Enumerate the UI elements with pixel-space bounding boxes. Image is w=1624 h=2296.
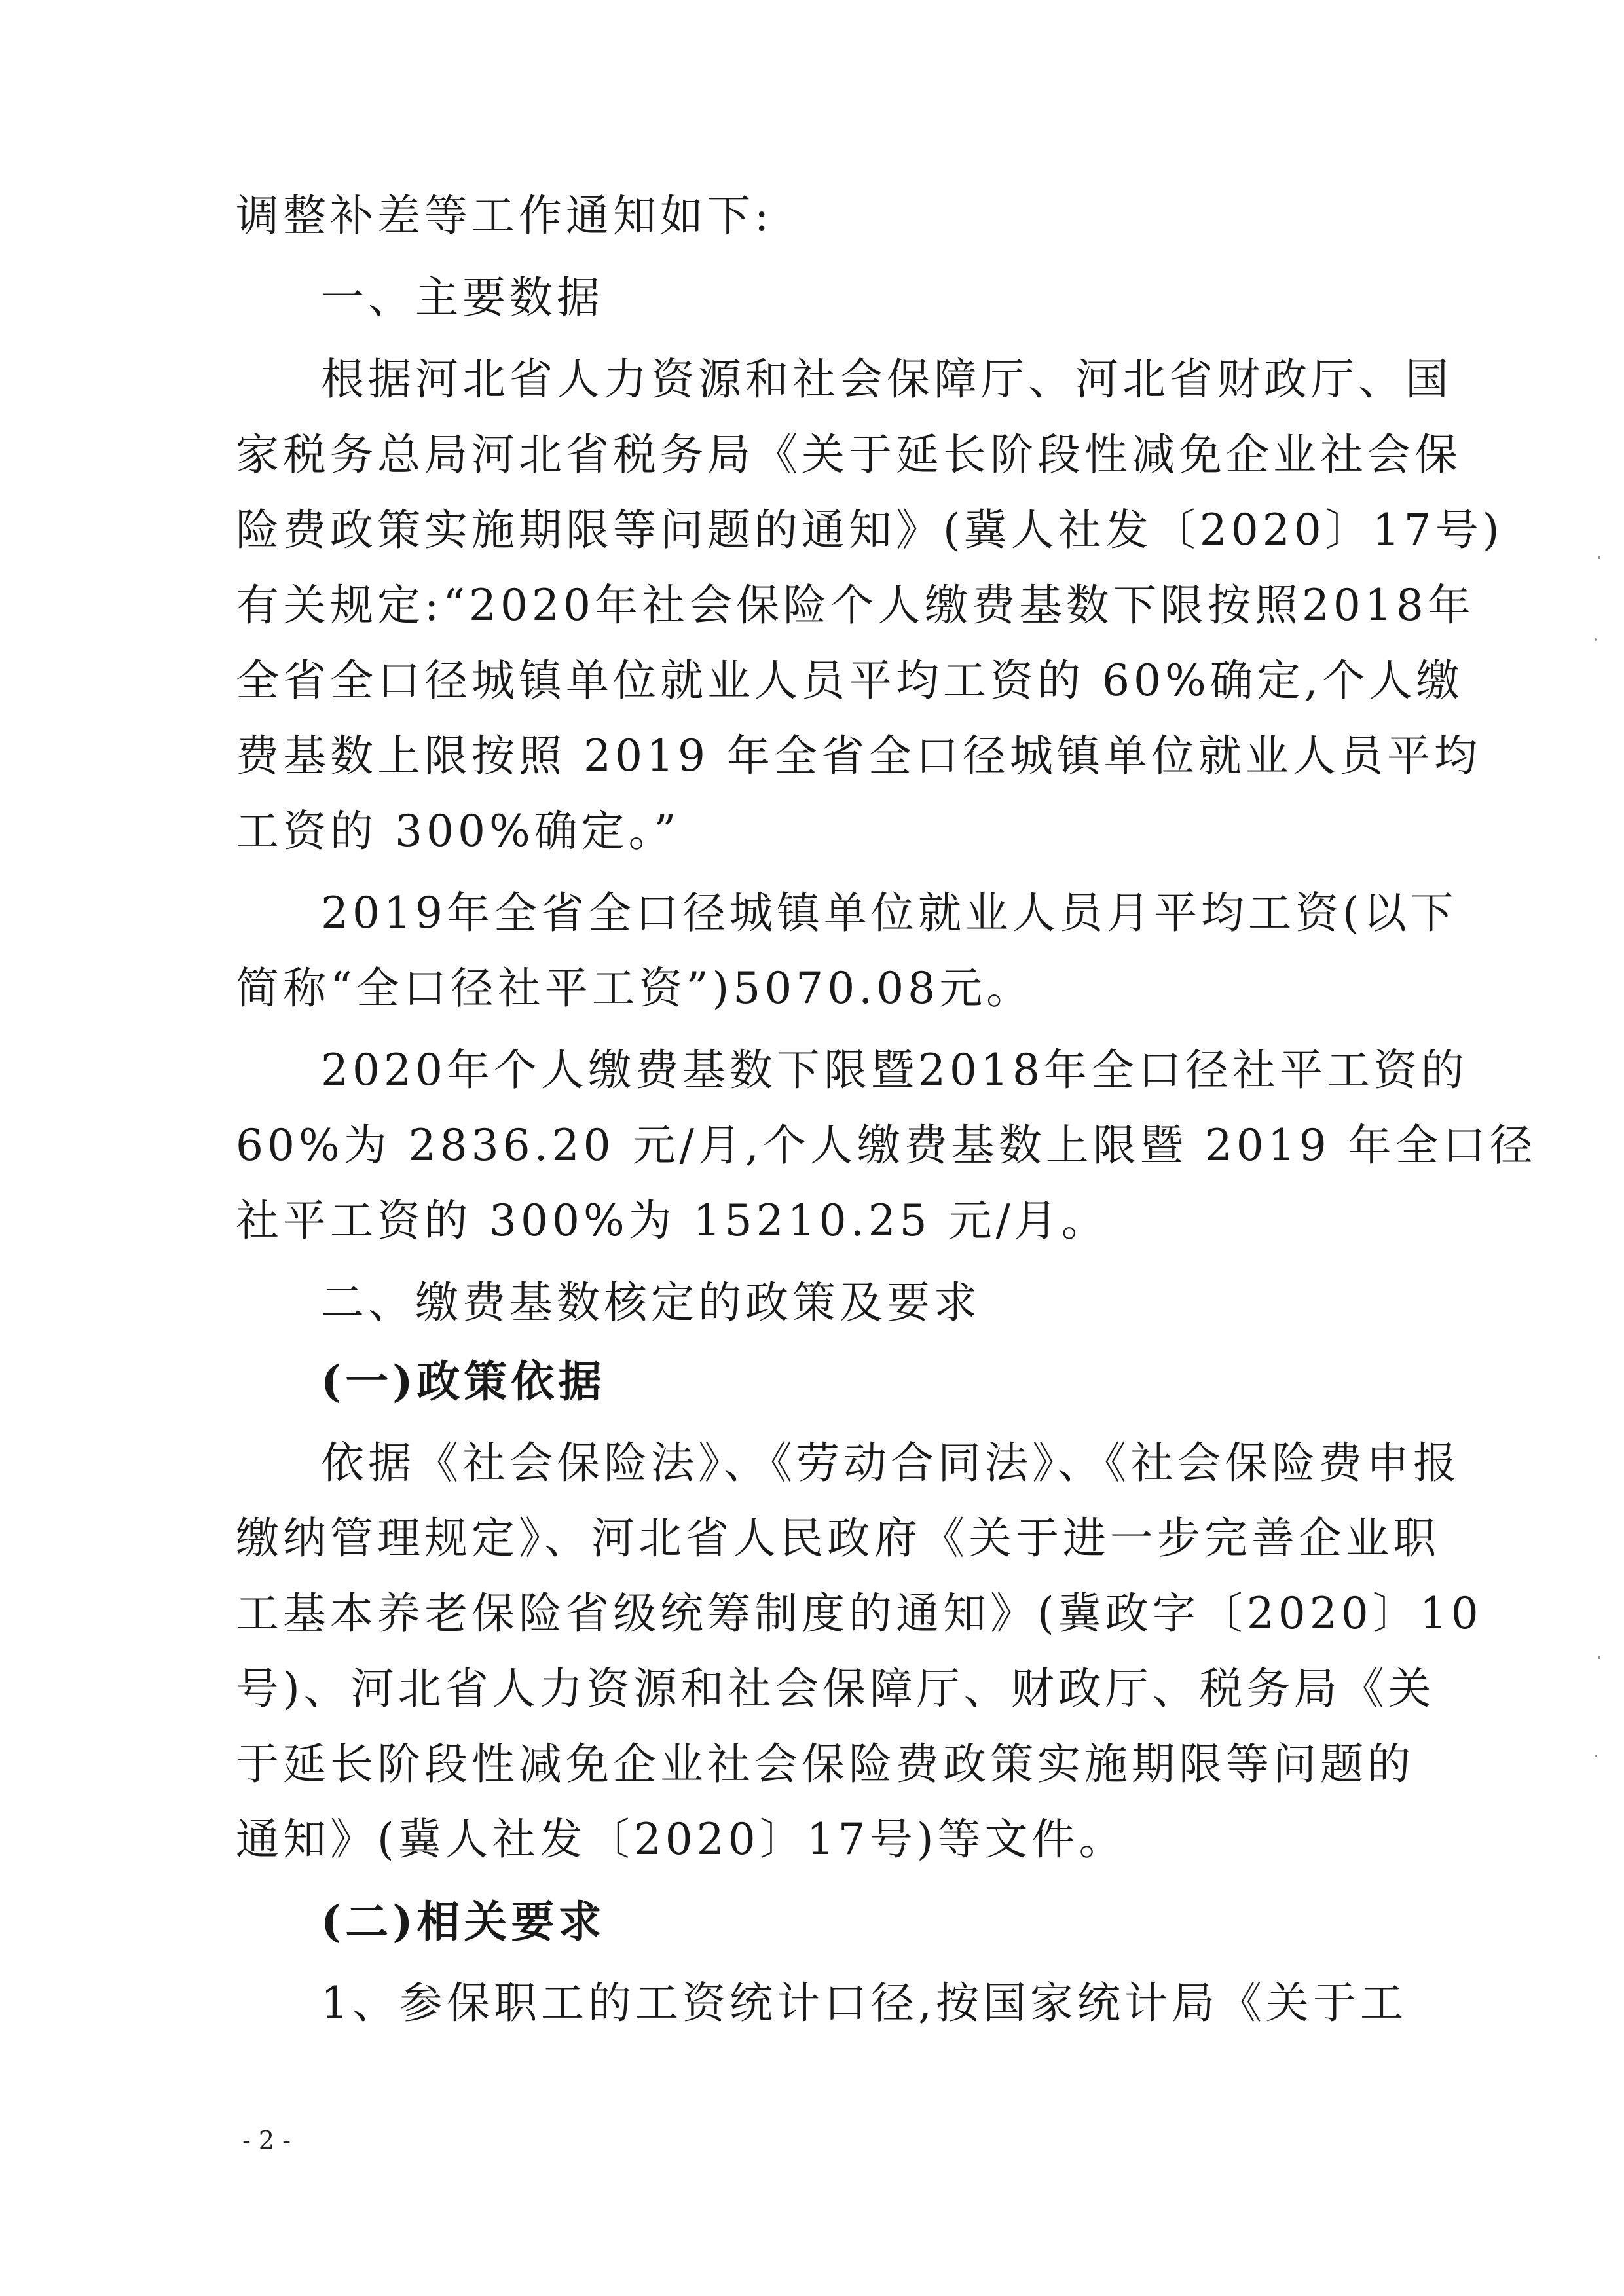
body-text-line: 1、参保职工的工资统计口径,按国家统计局《关于工 <box>321 1978 1407 2028</box>
scan-speck <box>1598 1656 1600 1659</box>
body-text-line: 有关规定:“2020年社会保险个人缴费基数下限按照2018年 <box>236 580 1475 630</box>
scan-speck <box>1595 638 1597 641</box>
body-text-line: 费基数上限按照 2019 年全省全口径城镇单位就业人员平均 <box>236 731 1481 781</box>
body-text-line: 社平工资的 300%为 15210.25 元/月。 <box>236 1195 1109 1246</box>
body-text-line: 全省全口径城镇单位就业人员平均工资的 60%确定,个人缴 <box>236 655 1464 706</box>
section-heading-policy: 二、缴费基数核定的政策及要求 <box>321 1277 981 1328</box>
body-text-line: 缴纳管理规定》、河北省人民政府《关于进一步完善企业职 <box>236 1513 1440 1563</box>
subsection-heading-requirements: (二)相关要求 <box>321 1896 606 1947</box>
body-text-line: 家税务总局河北省税务局《关于延长阶段性减免企业社会保 <box>236 429 1462 480</box>
body-text-line: 2020年个人缴费基数下限暨2018年全口径社平工资的 <box>321 1045 1468 1095</box>
body-text-line: 2019年全省全口径城镇单位就业人员月平均工资(以下 <box>321 888 1458 938</box>
body-text-line: 简称“全口径社平工资”)5070.08元。 <box>236 963 1034 1013</box>
scan-speck <box>1598 556 1600 559</box>
body-text-line: 调整补差等工作通知如下: <box>236 191 773 241</box>
body-text-line: 60%为 2836.20 元/月,个人缴费基数上限暨 2019 年全口径 <box>236 1120 1537 1171</box>
subsection-heading-policy-basis: (一)政策依据 <box>321 1356 606 1407</box>
scan-speck <box>1595 1755 1597 1757</box>
page-number: - 2 - <box>242 2126 291 2155</box>
body-text-line: 工基本养老保险省级统筹制度的通知》(冀政字〔2020〕10 <box>236 1588 1483 1639</box>
body-text-line: 险费政策实施期限等问题的通知》(冀人社发〔2020〕17号) <box>236 505 1504 555</box>
section-heading-main-data: 一、主要数据 <box>321 272 604 323</box>
body-text-line: 通知》(冀人社发〔2020〕17号)等文件。 <box>236 1814 1126 1865</box>
body-text-line: 依据《社会保险法》、《劳动合同法》、《社会保险费申报 <box>321 1438 1460 1488</box>
body-text-line: 工资的 300%确定。” <box>236 806 680 856</box>
body-text-line: 于延长阶段性减免企业社会保险费政策实施期限等问题的 <box>236 1739 1414 1789</box>
body-text-line: 根据河北省人力资源和社会保障厅、河北省财政厅、国 <box>321 354 1452 405</box>
body-text-line: 号)、河北省人力资源和社会保障厅、财政厅、税务局《关 <box>236 1664 1435 1714</box>
